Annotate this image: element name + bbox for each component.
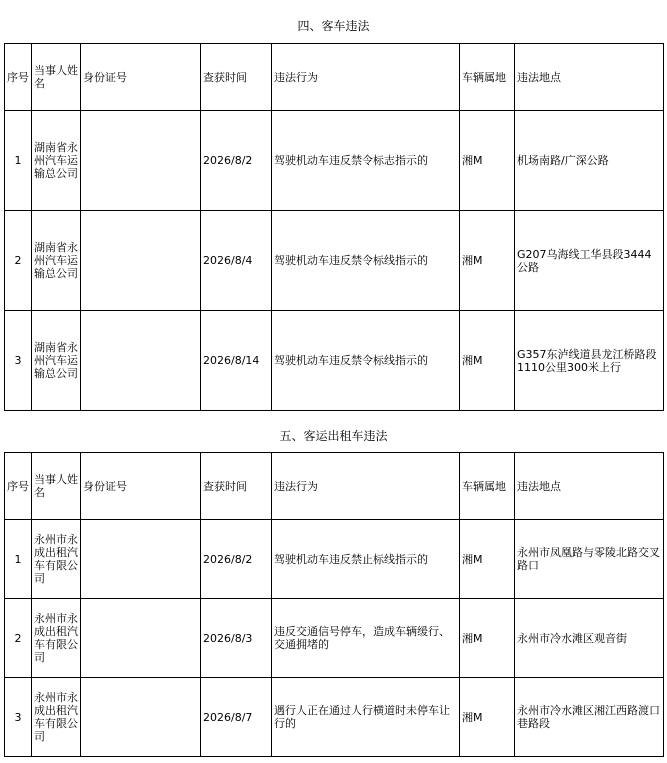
header-act: 违法行为 xyxy=(272,44,460,111)
cell-no: 1 xyxy=(5,111,32,211)
cell-name: 湖南省永州汽车运输总公司 xyxy=(32,111,81,211)
header-place: 违法地点 xyxy=(515,453,664,520)
table-row xyxy=(5,311,664,411)
table-header-row xyxy=(5,44,664,111)
cell-region: 湘M xyxy=(460,111,515,211)
table-row xyxy=(5,599,664,678)
cell-time: 2026/8/3 xyxy=(201,599,272,678)
cell-id xyxy=(81,678,201,757)
table-header-row xyxy=(5,453,664,520)
cell-region: 湘M xyxy=(460,311,515,411)
cell-region: 湘M xyxy=(460,211,515,311)
table-row xyxy=(5,111,664,211)
cell-time: 2026/8/4 xyxy=(201,211,272,311)
header-no: 序号 xyxy=(5,44,32,111)
cell-place: G357东泸线道县龙江桥路段1110公里300米上行 xyxy=(515,311,664,411)
cell-no: 2 xyxy=(5,599,32,678)
cell-time: 2026/8/2 xyxy=(201,111,272,211)
cell-id xyxy=(81,111,201,211)
cell-no: 3 xyxy=(5,678,32,757)
header-no: 序号 xyxy=(5,453,32,520)
cell-act: 遇行人正在通过人行横道时未停车让行的 xyxy=(272,678,460,757)
header-region: 车辆属地 xyxy=(460,44,515,111)
header-id: 身份证号 xyxy=(81,453,201,520)
header-id: 身份证号 xyxy=(81,44,201,111)
section-title-passenger: 四、客车违法 xyxy=(297,19,370,33)
cell-name: 永州市永成出租汽车有限公司 xyxy=(32,599,81,678)
section-title-taxi: 五、客运出租车违法 xyxy=(279,429,388,443)
table-row xyxy=(5,678,664,757)
cell-place: 机场南路/广深公路 xyxy=(515,111,664,211)
header-time: 查获时间 xyxy=(201,44,272,111)
cell-no: 2 xyxy=(5,211,32,311)
cell-region: 湘M xyxy=(460,520,515,599)
cell-no: 1 xyxy=(5,520,32,599)
cell-id xyxy=(81,311,201,411)
cell-place: 永州市凤凰路与零陵北路交叉路口 xyxy=(515,520,664,599)
cell-act: 违反交通信号停车，造成车辆缓行、交通拥堵的 xyxy=(272,599,460,678)
cell-place: 永州市冷水滩区观音街 xyxy=(515,599,664,678)
header-place: 违法地点 xyxy=(515,44,664,111)
cell-no: 3 xyxy=(5,311,32,411)
cell-act: 驾驶机动车违反禁令标线指示的 xyxy=(272,211,460,311)
header-region: 车辆属地 xyxy=(460,453,515,520)
header-name: 当事人姓名 xyxy=(32,453,81,520)
cell-id xyxy=(81,520,201,599)
table-row xyxy=(5,211,664,311)
table-row xyxy=(5,520,664,599)
cell-act: 驾驶机动车违反禁令标志指示的 xyxy=(272,111,460,211)
cell-act: 驾驶机动车违反禁止标线指示的 xyxy=(272,520,460,599)
cell-name: 永州市永成出租汽车有限公司 xyxy=(32,520,81,599)
cell-time: 2026/8/7 xyxy=(201,678,272,757)
header-name: 当事人姓名 xyxy=(32,44,81,111)
violation-table-taxi xyxy=(4,452,664,757)
cell-time: 2026/8/2 xyxy=(201,520,272,599)
header-time: 查获时间 xyxy=(201,453,272,520)
cell-act: 驾驶机动车违反禁令标线指示的 xyxy=(272,311,460,411)
cell-name: 永州市永成出租汽车有限公司 xyxy=(32,678,81,757)
cell-id xyxy=(81,599,201,678)
cell-name: 湖南省永州汽车运输总公司 xyxy=(32,211,81,311)
header-act: 违法行为 xyxy=(272,453,460,520)
cell-place: G207乌海线工华县段3444公路 xyxy=(515,211,664,311)
cell-name: 湖南省永州汽车运输总公司 xyxy=(32,311,81,411)
violation-table-passenger xyxy=(4,43,664,411)
cell-id xyxy=(81,211,201,311)
cell-region: 湘M xyxy=(460,599,515,678)
cell-region: 湘M xyxy=(460,678,515,757)
cell-time: 2026/8/14 xyxy=(201,311,272,411)
cell-place: 永州市冷水滩区湘江西路渡口巷路段 xyxy=(515,678,664,757)
